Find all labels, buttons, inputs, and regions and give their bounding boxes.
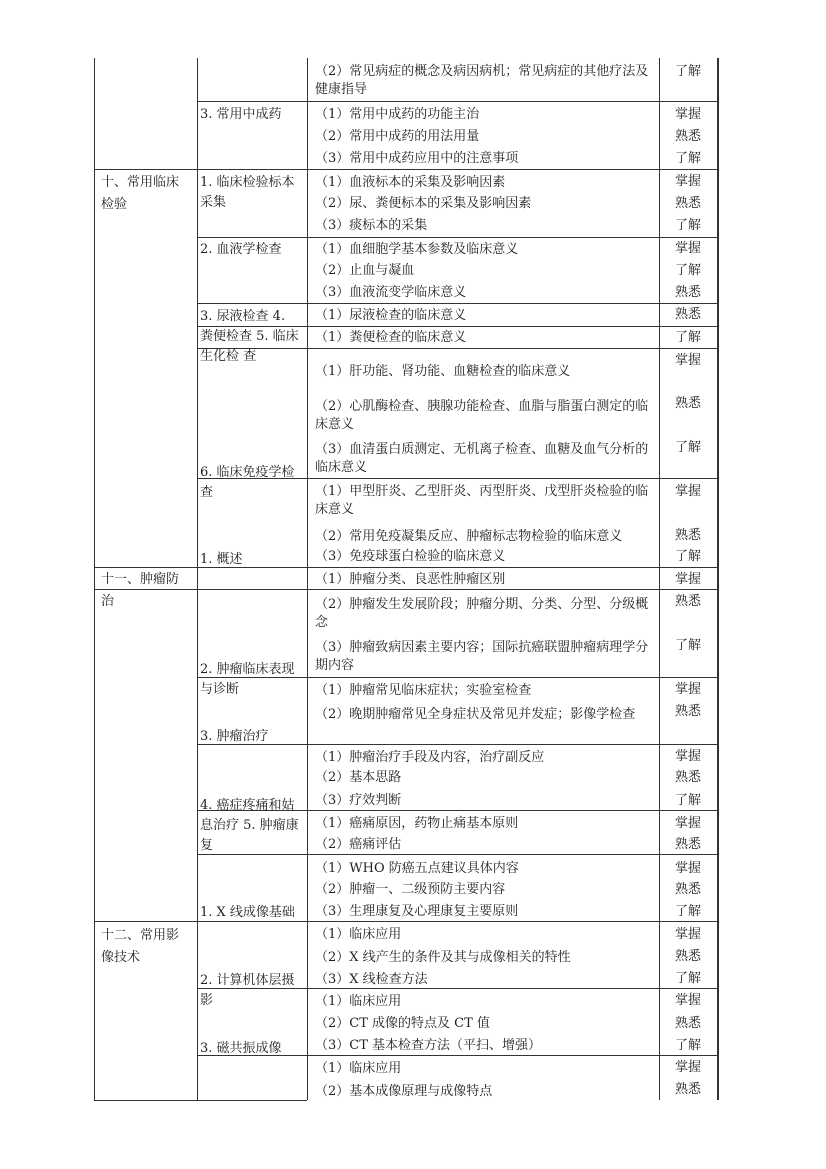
requirement-level: 掌握 bbox=[674, 572, 701, 587]
section-title: 十、常用临床检验 bbox=[101, 175, 180, 212]
row-divider bbox=[94, 921, 717, 922]
content-item: （1）临床应用 bbox=[315, 927, 402, 942]
requirement-level: 熟悉 bbox=[674, 396, 701, 411]
requirement-level: 了解 bbox=[674, 1038, 701, 1053]
requirement-level: 熟悉 bbox=[674, 307, 701, 322]
unit-title: 1. 概述 bbox=[200, 552, 243, 567]
requirement-level: 了解 bbox=[674, 151, 701, 166]
requirement-level: 掌握 bbox=[674, 1060, 701, 1075]
content-item: （2）基本思路 bbox=[315, 770, 402, 785]
row-divider bbox=[94, 1100, 307, 1101]
requirement-level: 了解 bbox=[674, 330, 701, 345]
unit-title: 4. 癌症疼痛和姑息治疗 5. 肿瘤康复 bbox=[200, 798, 299, 853]
requirement-level: 了解 bbox=[674, 904, 701, 919]
content-item: （2）肿瘤一、二级预防主要内容 bbox=[315, 882, 506, 897]
requirement-level: 了解 bbox=[674, 440, 701, 455]
content-item: （3）肿瘤致病因素主要内容；国际抗癌联盟肿瘤病理学分期内容 bbox=[315, 640, 649, 673]
requirement-level: 了解 bbox=[674, 793, 701, 808]
content-item: （1）临床应用 bbox=[315, 1061, 402, 1076]
unit-title: 3. 肿瘤治疗 bbox=[200, 729, 269, 744]
requirement-level: 熟悉 bbox=[674, 1016, 701, 1031]
content-item: （1）临床应用 bbox=[315, 994, 402, 1009]
column-divider bbox=[717, 58, 719, 1100]
row-divider bbox=[197, 303, 717, 304]
row-divider bbox=[197, 237, 717, 238]
content-item: （3）X 线检查方法 bbox=[315, 972, 428, 987]
content-item: （3）疗效判断 bbox=[315, 793, 402, 808]
unit-title: 2. 肿瘤临床表现与诊断 bbox=[200, 662, 295, 697]
requirement-level: 熟悉 bbox=[674, 285, 701, 300]
content-item: （1）肿瘤治疗手段及内容，治疗副反应 bbox=[315, 750, 545, 765]
content-item: （2）X 线产生的条件及其与成像相关的特性 bbox=[315, 950, 571, 965]
column-divider bbox=[94, 58, 95, 1100]
row-divider bbox=[197, 101, 717, 102]
requirement-level: 熟悉 bbox=[674, 594, 701, 609]
unit-title: 3. 常用中成药 bbox=[200, 107, 282, 122]
content-item: （2）基本成像原理与成像特点 bbox=[315, 1084, 493, 1099]
row-divider bbox=[94, 567, 717, 568]
column-divider bbox=[659, 58, 660, 1100]
requirement-level: 掌握 bbox=[674, 993, 701, 1008]
requirement-level: 掌握 bbox=[674, 682, 701, 697]
requirement-level: 掌握 bbox=[674, 927, 701, 942]
requirement-level: 熟悉 bbox=[674, 770, 701, 785]
content-item: （3）免疫球蛋白检验的临床意义 bbox=[315, 549, 506, 564]
content-item: （3）痰标本的采集 bbox=[315, 218, 428, 233]
requirement-level: 掌握 bbox=[674, 107, 701, 122]
content-item: （1）肝功能、肾功能、血糖检查的临床意义 bbox=[315, 364, 571, 379]
requirement-level: 了解 bbox=[674, 218, 701, 233]
content-item: （1）甲型肝炎、乙型肝炎、丙型肝炎、戊型肝炎检验的临床意义 bbox=[315, 484, 649, 517]
content-item: （3）CT 基本检查方法（平扫、增强） bbox=[315, 1038, 542, 1053]
content-item: （1）WHO 防癌五点建议具体内容 bbox=[315, 861, 519, 876]
content-item: （2）CT 成像的特点及 CT 值 bbox=[315, 1016, 490, 1031]
content-item: （3）血液流变学临床意义 bbox=[315, 285, 467, 300]
content-item: （2）晚期肿瘤常见全身症状及常见并发症；影像学检查 bbox=[315, 707, 636, 722]
requirement-level: 掌握 bbox=[674, 241, 701, 256]
unit-title: 3. 尿液检查 4. 粪便检查 5. 临床生化检 查 bbox=[200, 309, 299, 364]
requirement-level: 掌握 bbox=[674, 484, 701, 499]
requirement-level: 掌握 bbox=[674, 174, 701, 189]
unit-title: 6. 临床免疫学检查 bbox=[200, 465, 295, 500]
content-item: （1）常用中成药的功能主治 bbox=[315, 107, 480, 122]
content-item: （2）止血与凝血 bbox=[315, 263, 415, 278]
content-item: （2）肿瘤发生发展阶段；肿瘤分期、分类、分型、分级概念 bbox=[315, 597, 649, 630]
requirement-level: 熟悉 bbox=[674, 837, 701, 852]
unit-title: 2. 计算机体层摄影 bbox=[200, 973, 295, 1008]
requirement-level: 熟悉 bbox=[674, 704, 701, 719]
content-item: （1）血液标本的采集及影响因素 bbox=[315, 175, 506, 190]
content-item: （1）肿瘤分类、良恶性肿瘤区别 bbox=[315, 572, 506, 587]
content-item: （3）血清蛋白质测定、无机离子检查、血糖及血气分析的临床意义 bbox=[315, 442, 649, 475]
requirement-level: 掌握 bbox=[674, 861, 701, 876]
requirement-level: 了解 bbox=[674, 64, 701, 79]
content-item: （2）心肌酶检查、胰腺功能检查、血脂与脂蛋白测定的临床意义 bbox=[315, 399, 649, 432]
content-item: （1）血细胞学基本参数及临床意义 bbox=[315, 242, 519, 257]
content-item: （1）肿瘤常见临床症状；实验室检查 bbox=[315, 683, 532, 698]
content-item: （1）粪便检查的临床意义 bbox=[315, 330, 467, 345]
requirement-level: 熟悉 bbox=[674, 1082, 701, 1097]
column-divider bbox=[307, 58, 308, 1100]
content-item: （2）常见病症的概念及病因病机；常见病症的其他疗法及健康指导 bbox=[315, 64, 649, 97]
content-item: （1）癌痛原因，药物止痛基本原则 bbox=[315, 816, 519, 831]
requirement-level: 了解 bbox=[674, 638, 701, 653]
content-item: （1）尿液检查的临床意义 bbox=[315, 308, 467, 323]
requirement-level: 熟悉 bbox=[674, 528, 701, 543]
requirement-level: 了解 bbox=[674, 971, 701, 986]
requirement-level: 了解 bbox=[674, 263, 701, 278]
content-item: （3）常用中成药应用中的注意事项 bbox=[315, 151, 519, 166]
unit-title: 2. 血液学检查 bbox=[200, 242, 282, 257]
requirement-level: 掌握 bbox=[674, 816, 701, 831]
content-item: （2）常用中成药的用法用量 bbox=[315, 129, 480, 144]
requirement-level: 熟悉 bbox=[674, 196, 701, 211]
unit-title: 3. 磁共振成像 bbox=[200, 1041, 282, 1056]
unit-title: 1. X 线成像基础 bbox=[200, 905, 295, 920]
requirement-level: 熟悉 bbox=[674, 882, 701, 897]
section-title: 十二、常用影像技术 bbox=[101, 928, 180, 965]
requirement-level: 熟悉 bbox=[674, 129, 701, 144]
column-divider bbox=[197, 58, 198, 1100]
unit-title: 1. 临床检验标本采集 bbox=[200, 175, 295, 210]
requirement-level: 熟悉 bbox=[674, 949, 701, 964]
content-item: （2）癌痛评估 bbox=[315, 837, 402, 852]
content-item: （3）生理康复及心理康复主要原则 bbox=[315, 904, 519, 919]
section-title: 十一、肿瘤防治 bbox=[101, 572, 180, 609]
content-item: （2）尿、粪便标本的采集及影响因素 bbox=[315, 196, 532, 211]
requirement-level: 掌握 bbox=[674, 749, 701, 764]
requirement-level: 掌握 bbox=[674, 353, 701, 368]
requirement-level: 了解 bbox=[674, 549, 701, 564]
content-item: （2）常用免疫凝集反应、肿瘤标志物检验的临床意义 bbox=[315, 529, 623, 544]
row-divider bbox=[94, 169, 717, 170]
